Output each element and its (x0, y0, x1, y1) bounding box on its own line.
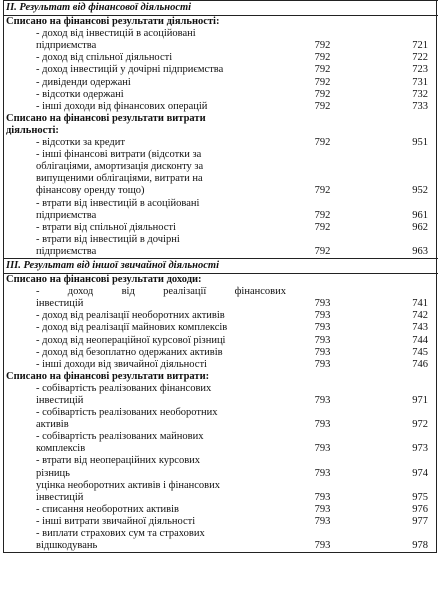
credit-account (359, 383, 438, 395)
credit-account: 974 (412, 467, 429, 479)
entry-text: облігаціями, амортизація дисконту за (36, 161, 204, 173)
entry-text: випущеними облігаціями, витрати на (36, 173, 203, 185)
entry-description (4, 335, 286, 347)
entry-text: - доход від спільної діяльності (36, 52, 173, 64)
section-title: II. Результат від фінансової діяльності (4, 1, 438, 16)
credit-account: 963 (412, 245, 429, 257)
entry-text: інвестицій (36, 395, 84, 406)
entry-description (4, 431, 286, 443)
credit-account (359, 198, 438, 210)
debit-account (286, 28, 359, 40)
credit-account (359, 528, 438, 540)
credit-account: 723 (412, 64, 429, 76)
debit-account: 792 (314, 245, 331, 257)
debit-account: 793 (314, 515, 331, 527)
credit-account: 732 (412, 88, 429, 100)
entry-row (4, 210, 438, 222)
credit-account (359, 407, 438, 419)
credit-account: 961 (412, 209, 429, 221)
entry-text: - доход від інвестицій в асоційовані (36, 28, 196, 40)
entry-description (4, 40, 286, 52)
group-header-row (4, 371, 438, 383)
entry-description (4, 64, 286, 76)
entry-text: відшкодувань (36, 540, 98, 552)
entry-row (4, 185, 438, 197)
entry-row (4, 540, 438, 552)
credit-account (359, 234, 438, 246)
debit-account: 793 (314, 443, 331, 455)
group-title: Списано на фінансові результати доходи: (6, 274, 202, 286)
group-title: діяльності: (6, 124, 59, 136)
debit-account: 793 (314, 467, 331, 479)
credit-account: 742 (412, 310, 429, 322)
entry-description (4, 480, 286, 492)
entry-description (4, 210, 286, 222)
entry-description (4, 310, 286, 322)
entry-description (4, 137, 286, 149)
debit-account: 793 (314, 298, 331, 310)
entry-row (4, 298, 438, 310)
entry-description (4, 101, 286, 113)
entry-row (4, 395, 438, 407)
entry-row (4, 504, 438, 516)
entry-text: - відсотки одержані (36, 88, 124, 100)
entry-description (4, 407, 286, 419)
debit-account (286, 198, 359, 210)
debit-account (286, 383, 359, 395)
entry-row (4, 286, 438, 298)
entry-text: - виплати страхових сум та страхових (36, 528, 205, 540)
credit-account (359, 455, 438, 467)
debit-account (286, 407, 359, 419)
credit-account (359, 286, 438, 298)
entry-text: інвестицій (36, 298, 84, 310)
entry-description (4, 234, 286, 246)
credit-account: 741 (412, 298, 429, 310)
credit-account: 721 (412, 40, 429, 52)
debit-account: 793 (314, 395, 331, 406)
debit-account: 793 (314, 310, 331, 322)
entry-text: - доход від неопераційної курсової різниці (36, 334, 226, 346)
entry-row (4, 52, 438, 64)
entry-row (4, 516, 438, 528)
credit-account: 731 (412, 76, 429, 88)
entry-description (4, 161, 286, 173)
entry-row (4, 492, 438, 504)
entry-text: - інші витрати звичайної діяльності (36, 515, 196, 527)
entry-row (4, 528, 438, 540)
group-title: Списано на фінансові результати діяльності: (6, 16, 220, 28)
entry-text: активів (36, 419, 69, 431)
entry-description (4, 173, 286, 185)
entry-row (4, 173, 438, 185)
entry-description (4, 540, 286, 552)
credit-account: 951 (412, 137, 429, 149)
credit-account: 977 (412, 515, 429, 527)
section-header-row (4, 258, 438, 273)
entry-text: - доход інвестицій у дочірні підприємства (36, 64, 224, 76)
credit-account (359, 149, 438, 161)
debit-account: 793 (314, 346, 331, 358)
entry-text: комплексів (36, 443, 86, 455)
debit-account (286, 149, 359, 161)
credit-account: 978 (412, 540, 429, 552)
debit-account: 792 (314, 40, 331, 52)
entry-row (4, 77, 438, 89)
debit-account: 793 (314, 322, 331, 334)
credit-account: 744 (412, 334, 429, 346)
debit-account: 792 (314, 221, 331, 233)
entry-row (4, 198, 438, 210)
credit-account: 746 (412, 358, 429, 370)
entry-description (4, 89, 286, 101)
entry-text: - собівартість реалізованих необоротних (36, 407, 218, 419)
entry-text: підприємства (36, 245, 97, 257)
entry-description (4, 504, 286, 516)
entry-row (4, 246, 438, 259)
credit-account: 975 (412, 491, 429, 503)
posting-table (4, 0, 438, 552)
entry-text: - собівартість реалізованих майнових (36, 431, 204, 443)
debit-account: 792 (314, 88, 331, 100)
entry-text: - втрати від спільної діяльності (36, 221, 176, 233)
entry-text: уцінка необоротних активів і фінансових (36, 479, 221, 491)
entry-row (4, 310, 438, 322)
entry-description (4, 52, 286, 64)
credit-account: 976 (412, 503, 429, 515)
debit-account: 793 (314, 358, 331, 370)
posting-table-frame (3, 0, 437, 553)
entry-row (4, 322, 438, 334)
entry-text: - доход від реалізації фінансових (36, 286, 286, 298)
entry-text: - інші доходи від звичайної діяльності (36, 358, 207, 370)
debit-account (286, 455, 359, 467)
entry-description (4, 246, 286, 259)
entry-row (4, 468, 438, 480)
debit-account: 793 (314, 419, 331, 431)
entry-text: - списання необоротних активів (36, 503, 180, 515)
debit-account: 792 (314, 52, 331, 64)
entry-row (4, 419, 438, 431)
entry-row (4, 137, 438, 149)
entry-text: фінансову оренду тощо) (36, 185, 145, 197)
entry-row (4, 443, 438, 455)
credit-account: 733 (412, 100, 429, 112)
entry-row (4, 359, 438, 371)
debit-account (286, 173, 359, 185)
entry-description (4, 322, 286, 334)
debit-account: 792 (314, 100, 331, 112)
credit-account: 973 (412, 443, 429, 455)
credit-account: 962 (412, 221, 429, 233)
debit-account: 793 (314, 540, 331, 552)
credit-account: 972 (412, 419, 429, 431)
entry-description (4, 395, 286, 407)
section-header-row (4, 1, 438, 16)
group-header-row (4, 113, 438, 125)
entry-description (4, 198, 286, 210)
entry-text: - доход від реалізації необоротних активів (36, 310, 225, 322)
debit-account: 792 (314, 185, 331, 197)
entry-row (4, 480, 438, 492)
entry-description (4, 347, 286, 359)
entry-row (4, 28, 438, 40)
entry-text: - дивіденди одержані (36, 76, 131, 88)
debit-account (286, 480, 359, 492)
entry-text: підприємства (36, 40, 97, 52)
entry-description (4, 185, 286, 197)
entry-description (4, 286, 286, 298)
entry-text: - втрати від інвестицій в дочірні (36, 233, 180, 245)
entry-text: - інші фінансові витрати (відсотки за (36, 149, 202, 161)
debit-account: 792 (314, 137, 331, 149)
debit-account: 792 (314, 209, 331, 221)
entry-text: різниць (36, 467, 70, 479)
entry-text: - інші доходи від фінансових операцій (36, 100, 208, 112)
entry-text: - втрати від інвестицій в асоційовані (36, 197, 200, 209)
credit-account (359, 431, 438, 443)
entry-text: - втрати від неопераційних курсових (36, 455, 201, 467)
debit-account: 793 (314, 334, 331, 346)
entry-row (4, 40, 438, 52)
entry-text: - відсотки за кредит (36, 137, 125, 149)
group-header-row (4, 125, 438, 137)
credit-account: 743 (412, 322, 429, 334)
entry-description (4, 492, 286, 504)
entry-description (4, 419, 286, 431)
entry-description (4, 77, 286, 89)
entry-text: підприємства (36, 209, 97, 221)
group-title: Списано на фінансові результати витрати (6, 112, 206, 124)
entry-description (4, 516, 286, 528)
entry-description (4, 149, 286, 161)
entry-description (4, 359, 286, 371)
entry-text: - доход від безоплатно одержаних активів (36, 346, 223, 358)
section-title: III. Результат від іншої звичайної діяльності (4, 258, 438, 273)
entry-description (4, 298, 286, 310)
debit-account: 792 (314, 64, 331, 76)
entry-row (4, 161, 438, 173)
credit-account (359, 480, 438, 492)
entry-row (4, 347, 438, 359)
credit-account: 952 (412, 185, 429, 197)
entry-description (4, 468, 286, 480)
entry-text: - доход від реалізації майнових комплексів (36, 322, 228, 334)
debit-account (286, 286, 359, 298)
entry-description (4, 222, 286, 234)
entry-row (4, 64, 438, 76)
entry-description (4, 383, 286, 395)
entry-row (4, 234, 438, 246)
group-title: Списано на фінансові результати витрати: (6, 370, 210, 382)
credit-account (359, 161, 438, 173)
entry-row (4, 431, 438, 443)
entry-row (4, 407, 438, 419)
credit-account (359, 28, 438, 40)
entry-row (4, 455, 438, 467)
group-header-row (4, 274, 438, 287)
debit-account: 793 (314, 503, 331, 515)
credit-account (359, 173, 438, 185)
entry-description (4, 528, 286, 540)
credit-account: 745 (412, 346, 429, 358)
entry-row (4, 222, 438, 234)
debit-account (286, 431, 359, 443)
debit-account: 792 (314, 76, 331, 88)
entry-row (4, 335, 438, 347)
credit-account: 722 (412, 52, 429, 64)
entry-row (4, 149, 438, 161)
entry-text: - собівартість реалізованих фінансових (36, 382, 212, 394)
entry-description (4, 28, 286, 40)
entry-row (4, 383, 438, 395)
entry-text: інвестицій (36, 491, 84, 503)
debit-account (286, 234, 359, 246)
entry-row (4, 101, 438, 113)
debit-account: 793 (314, 491, 331, 503)
entry-description (4, 443, 286, 455)
debit-account (286, 528, 359, 540)
entry-description (4, 455, 286, 467)
group-header-row (4, 16, 438, 29)
credit-account: 971 (412, 395, 429, 406)
entry-row (4, 89, 438, 101)
debit-account (286, 161, 359, 173)
